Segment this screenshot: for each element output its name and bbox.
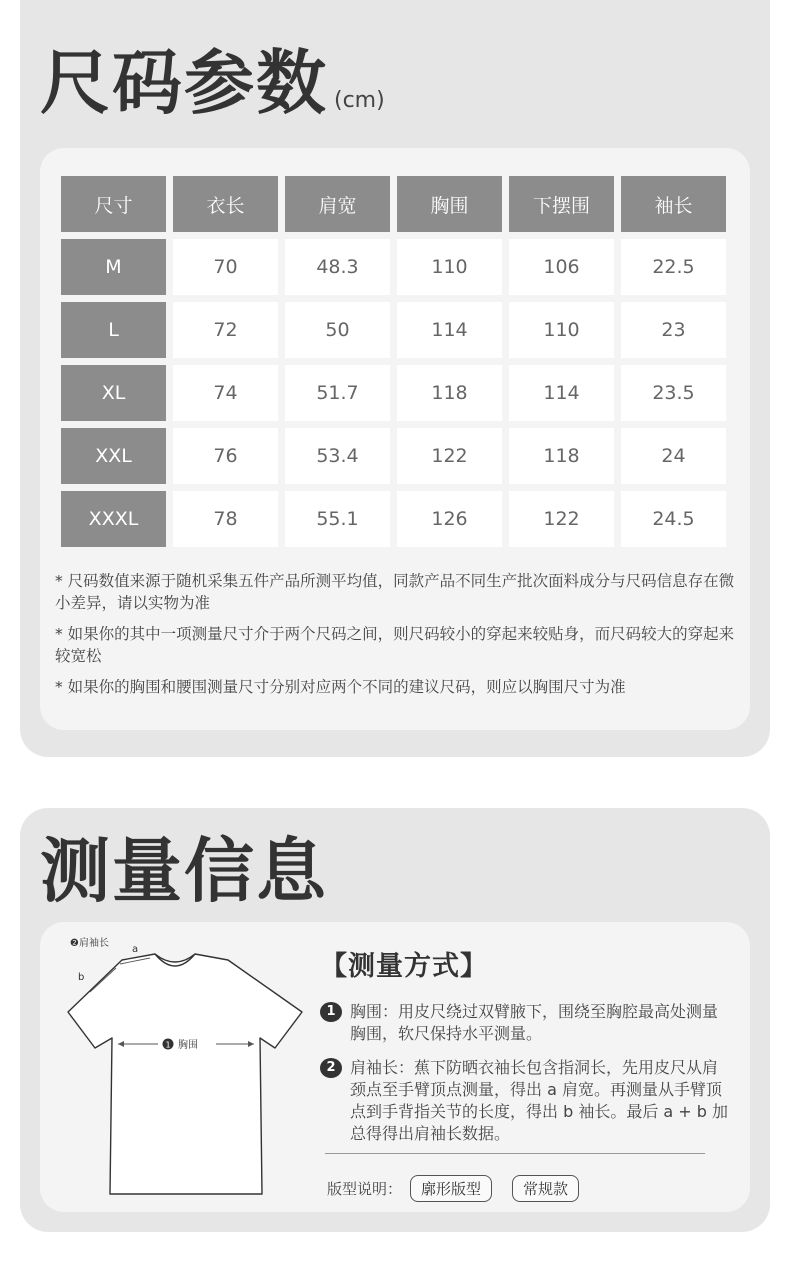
method-step [320,1001,730,1045]
note-text: * 如果你的胸围和腰围测量尺寸分别对应两个不同的建议尺码，则应以胸围尺寸为准 [55,678,626,696]
table-cell: 110 [397,239,502,295]
header-chest: 胸围 [397,176,502,232]
measure-method [320,944,730,1157]
header-shoulder: 肩宽 [285,176,390,232]
step-number-icon: 2 [320,1058,342,1078]
table-cell: 126 [397,491,502,547]
method-title: 【测量方式】 [320,951,488,982]
chest-marker-num: 1 [165,1040,171,1050]
table-cell: 72 [173,302,278,358]
method-step [320,1057,730,1145]
table-row [61,365,726,421]
note-text: * 如果你的其中一项测量尺寸介于两个尺码之间，则尺码较小的穿起来较贴身，而尺码较大的穿起来较宽松 [55,625,735,665]
measure-title: 测量信息 [40,830,328,912]
row-size: XL [61,365,166,421]
fit-label: 版型说明： [327,1180,403,1198]
size-table [54,169,733,554]
fit-tag: 常规款 [512,1175,579,1202]
divider [325,1153,705,1154]
row-size: XXL [61,428,166,484]
table-cell: 51.7 [285,365,390,421]
table-cell: 114 [397,302,502,358]
table-cell: 22.5 [621,239,726,295]
table-row [61,491,726,547]
table-row [61,428,726,484]
table-cell: 118 [397,365,502,421]
fit-tag: 廓形版型 [410,1175,492,1202]
step-text: 胸围：用皮尺绕过双臂腋下，围绕至胸腔最高处测量胸围，软尺保持水平测量。 [350,1002,719,1043]
table-cell: 70 [173,239,278,295]
table-cell: 23 [621,302,726,358]
table-cell: 55.1 [285,491,390,547]
header-sleeve: 袖长 [621,176,726,232]
note-text: * 尺码数值来源于随机采集五件产品所测平均值，同款产品不同生产批次面料成分与尺码信息存在微小差异，请以实物为准 [55,572,735,612]
row-size: XXXL [61,491,166,547]
table-cell: 74 [173,365,278,421]
table-cell: 122 [397,428,502,484]
header-size: 尺寸 [61,176,166,232]
a-label: a [132,944,139,955]
table-cell: 24 [621,428,726,484]
table-cell: 53.4 [285,428,390,484]
table-cell: 122 [509,491,614,547]
table-cell: 114 [509,365,614,421]
tshirt-diagram [50,930,320,1200]
table-cell: 48.3 [285,239,390,295]
shoulder-sleeve-label: ❷肩袖长 [70,938,109,949]
step-text: 肩袖长：蕉下防晒衣袖长包含指洞长，先用皮尺从肩颈点至手臂顶点测量，得出 a 肩宽。再测量从手臂顶点到手背指关节的长度，得出 b 袖长。最后 a + b 加总得得出肩袖长数据。 [350,1058,729,1143]
table-cell: 110 [509,302,614,358]
table-header-row [61,176,726,232]
size-title: 尺码参数 (cm) [40,42,385,124]
step-number-icon: 1 [320,1002,342,1022]
table-row [61,302,726,358]
table-cell: 76 [173,428,278,484]
row-size: L [61,302,166,358]
table-cell: 106 [509,239,614,295]
table-cell: 23.5 [621,365,726,421]
b-label: b [78,972,85,983]
fit-info [327,1175,579,1202]
table-cell: 24.5 [621,491,726,547]
table-cell: 50 [285,302,390,358]
unit-label: (cm) [334,88,385,113]
row-size: M [61,239,166,295]
chest-label: 胸围 [178,1040,198,1051]
size-notes [55,570,735,707]
header-hem: 下摆围 [509,176,614,232]
table-cell: 78 [173,491,278,547]
header-length: 衣长 [173,176,278,232]
table-row [61,239,726,295]
table-cell: 118 [509,428,614,484]
